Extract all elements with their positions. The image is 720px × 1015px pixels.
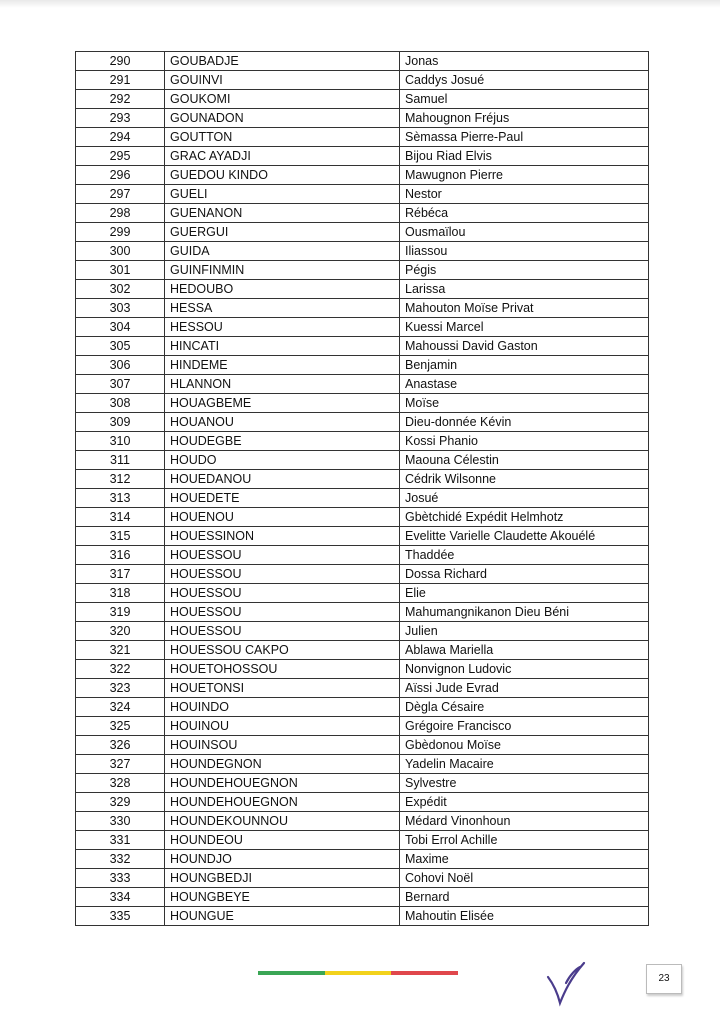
table-row — [76, 736, 649, 755]
surname-cell: HOUINSOU — [165, 736, 400, 755]
firstname-cell: Sylvestre — [400, 774, 649, 793]
firstname-cell: Anastase — [400, 375, 649, 394]
table-row — [76, 641, 649, 660]
firstname-cell: Tobi Errol Achille — [400, 831, 649, 850]
row-number: 327 — [76, 755, 165, 774]
table-row — [76, 109, 649, 128]
row-number: 316 — [76, 546, 165, 565]
flag-stripe-green — [258, 971, 325, 975]
table-row — [76, 717, 649, 736]
firstname-cell: Expédit — [400, 793, 649, 812]
surname-cell: GOUNADON — [165, 109, 400, 128]
surname-cell: HOUNDEGNON — [165, 755, 400, 774]
firstname-cell: Maouna Célestin — [400, 451, 649, 470]
page-number: 23 — [646, 964, 682, 994]
surname-cell: GOUKOMI — [165, 90, 400, 109]
row-number: 313 — [76, 489, 165, 508]
surname-cell: HOUESSOU — [165, 565, 400, 584]
row-number: 329 — [76, 793, 165, 812]
row-number: 319 — [76, 603, 165, 622]
table-row — [76, 622, 649, 641]
row-number: 311 — [76, 451, 165, 470]
table-row — [76, 888, 649, 907]
firstname-cell: Médard Vinonhoun — [400, 812, 649, 831]
row-number: 310 — [76, 432, 165, 451]
firstname-cell: Rébéca — [400, 204, 649, 223]
surname-cell: HOUNDEHOUEGNON — [165, 774, 400, 793]
firstname-cell: Dègla Césaire — [400, 698, 649, 717]
firstname-cell: Gbèdonou Moïse — [400, 736, 649, 755]
row-number: 320 — [76, 622, 165, 641]
surname-cell: HOUESSINON — [165, 527, 400, 546]
surname-cell: GUERGUI — [165, 223, 400, 242]
firstname-cell: Jonas — [400, 52, 649, 71]
row-number: 328 — [76, 774, 165, 793]
firstname-cell: Evelitte Varielle Claudette Akouélé — [400, 527, 649, 546]
firstname-cell: Nonvignon Ludovic — [400, 660, 649, 679]
roster-table — [75, 51, 649, 926]
surname-cell: HOUANOU — [165, 413, 400, 432]
table-row — [76, 318, 649, 337]
row-number: 317 — [76, 565, 165, 584]
roster-table-body — [76, 52, 649, 926]
table-row — [76, 698, 649, 717]
table-row — [76, 451, 649, 470]
surname-cell: HOUAGBEME — [165, 394, 400, 413]
row-number: 302 — [76, 280, 165, 299]
surname-cell: HOUNDEHOUEGNON — [165, 793, 400, 812]
firstname-cell: Kuessi Marcel — [400, 318, 649, 337]
firstname-cell: Pégis — [400, 261, 649, 280]
table-row — [76, 831, 649, 850]
table-row — [76, 565, 649, 584]
firstname-cell: Bijou Riad Elvis — [400, 147, 649, 166]
row-number: 314 — [76, 508, 165, 527]
table-row — [76, 413, 649, 432]
surname-cell: HOUNDEKOUNNOU — [165, 812, 400, 831]
table-row — [76, 850, 649, 869]
table-row — [76, 299, 649, 318]
firstname-cell: Benjamin — [400, 356, 649, 375]
surname-cell: HOUNDEOU — [165, 831, 400, 850]
surname-cell: HINCATI — [165, 337, 400, 356]
table-row — [76, 774, 649, 793]
firstname-cell: Cohovi Noël — [400, 869, 649, 888]
firstname-cell: Iliassou — [400, 242, 649, 261]
row-number: 295 — [76, 147, 165, 166]
surname-cell: HOUNDJO — [165, 850, 400, 869]
table-row — [76, 128, 649, 147]
row-number: 308 — [76, 394, 165, 413]
surname-cell: HOUESSOU — [165, 546, 400, 565]
surname-cell: HOUINDO — [165, 698, 400, 717]
row-number: 312 — [76, 470, 165, 489]
row-number: 293 — [76, 109, 165, 128]
firstname-cell: Cédrik Wilsonne — [400, 470, 649, 489]
table-row — [76, 793, 649, 812]
firstname-cell: Mahougnon Fréjus — [400, 109, 649, 128]
table-row — [76, 261, 649, 280]
surname-cell: HOUESSOU — [165, 622, 400, 641]
table-row — [76, 812, 649, 831]
table-row — [76, 375, 649, 394]
row-number: 334 — [76, 888, 165, 907]
row-number: 325 — [76, 717, 165, 736]
row-number: 300 — [76, 242, 165, 261]
row-number: 309 — [76, 413, 165, 432]
surname-cell: HEDOUBO — [165, 280, 400, 299]
table-row — [76, 280, 649, 299]
firstname-cell: Dieu-donnée Kévin — [400, 413, 649, 432]
surname-cell: GUENANON — [165, 204, 400, 223]
row-number: 306 — [76, 356, 165, 375]
table-row — [76, 204, 649, 223]
firstname-cell: Grégoire Francisco — [400, 717, 649, 736]
firstname-cell: Nestor — [400, 185, 649, 204]
firstname-cell: Gbètchidé Expédit Helmhotz — [400, 508, 649, 527]
surname-cell: GOUINVI — [165, 71, 400, 90]
firstname-cell: Ablawa Mariella — [400, 641, 649, 660]
table-row — [76, 52, 649, 71]
row-number: 298 — [76, 204, 165, 223]
firstname-cell: Bernard — [400, 888, 649, 907]
row-number: 307 — [76, 375, 165, 394]
flag-stripe-yellow — [325, 971, 392, 975]
surname-cell: HOUNGUE — [165, 907, 400, 926]
national-flag-stripe — [258, 971, 458, 975]
table-row — [76, 584, 649, 603]
row-number: 333 — [76, 869, 165, 888]
table-row — [76, 907, 649, 926]
surname-cell: HOUESSOU CAKPO — [165, 641, 400, 660]
surname-cell: HLANNON — [165, 375, 400, 394]
firstname-cell: Caddys Josué — [400, 71, 649, 90]
row-number: 292 — [76, 90, 165, 109]
firstname-cell: Thaddée — [400, 546, 649, 565]
surname-cell: HESSA — [165, 299, 400, 318]
surname-cell: HOUENOU — [165, 508, 400, 527]
table-row — [76, 242, 649, 261]
table-row — [76, 527, 649, 546]
surname-cell: HOUDEGBE — [165, 432, 400, 451]
table-row — [76, 71, 649, 90]
surname-cell: HOUDO — [165, 451, 400, 470]
surname-cell: HOUETONSI — [165, 679, 400, 698]
row-number: 304 — [76, 318, 165, 337]
surname-cell: HOUESSOU — [165, 584, 400, 603]
row-number: 305 — [76, 337, 165, 356]
table-row — [76, 660, 649, 679]
handwritten-signature — [540, 955, 600, 1007]
surname-cell: GRAC AYADJI — [165, 147, 400, 166]
surname-cell: HINDEME — [165, 356, 400, 375]
row-number: 335 — [76, 907, 165, 926]
surname-cell: GOUBADJE — [165, 52, 400, 71]
table-row — [76, 166, 649, 185]
row-number: 321 — [76, 641, 165, 660]
row-number: 291 — [76, 71, 165, 90]
firstname-cell: Yadelin Macaire — [400, 755, 649, 774]
row-number: 330 — [76, 812, 165, 831]
table-row — [76, 147, 649, 166]
surname-cell: GOUTTON — [165, 128, 400, 147]
flag-stripe-red — [391, 971, 458, 975]
table-row — [76, 394, 649, 413]
firstname-cell: Mahoutin Elisée — [400, 907, 649, 926]
row-number: 299 — [76, 223, 165, 242]
row-number: 294 — [76, 128, 165, 147]
table-row — [76, 223, 649, 242]
row-number: 322 — [76, 660, 165, 679]
firstname-cell: Mahumangnikanon Dieu Béni — [400, 603, 649, 622]
row-number: 296 — [76, 166, 165, 185]
row-number: 326 — [76, 736, 165, 755]
surname-cell: HOUEDANOU — [165, 470, 400, 489]
row-number: 297 — [76, 185, 165, 204]
table-row — [76, 508, 649, 527]
surname-cell: HOUESSOU — [165, 603, 400, 622]
surname-cell: HOUNGBEDJI — [165, 869, 400, 888]
surname-cell: HOUEDETE — [165, 489, 400, 508]
firstname-cell: Elie — [400, 584, 649, 603]
table-row — [76, 90, 649, 109]
firstname-cell: Moïse — [400, 394, 649, 413]
firstname-cell: Dossa Richard — [400, 565, 649, 584]
firstname-cell: Ousmaïlou — [400, 223, 649, 242]
row-number: 324 — [76, 698, 165, 717]
table-row — [76, 185, 649, 204]
firstname-cell: Samuel — [400, 90, 649, 109]
page-top-shadow — [0, 0, 720, 8]
row-number: 301 — [76, 261, 165, 280]
firstname-cell: Josué — [400, 489, 649, 508]
firstname-cell: Mahoussi David Gaston — [400, 337, 649, 356]
row-number: 290 — [76, 52, 165, 71]
firstname-cell: Maxime — [400, 850, 649, 869]
surname-cell: HOUINOU — [165, 717, 400, 736]
table-row — [76, 356, 649, 375]
row-number: 323 — [76, 679, 165, 698]
firstname-cell: Mawugnon Pierre — [400, 166, 649, 185]
row-number: 303 — [76, 299, 165, 318]
table-row — [76, 470, 649, 489]
table-row — [76, 489, 649, 508]
surname-cell: HOUNGBEYE — [165, 888, 400, 907]
surname-cell: GUEDOU KINDO — [165, 166, 400, 185]
firstname-cell: Larissa — [400, 280, 649, 299]
table-row — [76, 432, 649, 451]
firstname-cell: Julien — [400, 622, 649, 641]
table-row — [76, 679, 649, 698]
surname-cell: HOUETOHOSSOU — [165, 660, 400, 679]
surname-cell: GUINFINMIN — [165, 261, 400, 280]
table-row — [76, 869, 649, 888]
surname-cell: GUELI — [165, 185, 400, 204]
row-number: 318 — [76, 584, 165, 603]
table-row — [76, 546, 649, 565]
row-number: 315 — [76, 527, 165, 546]
surname-cell: GUIDA — [165, 242, 400, 261]
table-row — [76, 603, 649, 622]
row-number: 332 — [76, 850, 165, 869]
firstname-cell: Mahouton Moïse Privat — [400, 299, 649, 318]
surname-cell: HESSOU — [165, 318, 400, 337]
firstname-cell: Kossi Phanio — [400, 432, 649, 451]
row-number: 331 — [76, 831, 165, 850]
firstname-cell: Sèmassa Pierre-Paul — [400, 128, 649, 147]
table-row — [76, 755, 649, 774]
firstname-cell: Aïssi Jude Evrad — [400, 679, 649, 698]
table-row — [76, 337, 649, 356]
